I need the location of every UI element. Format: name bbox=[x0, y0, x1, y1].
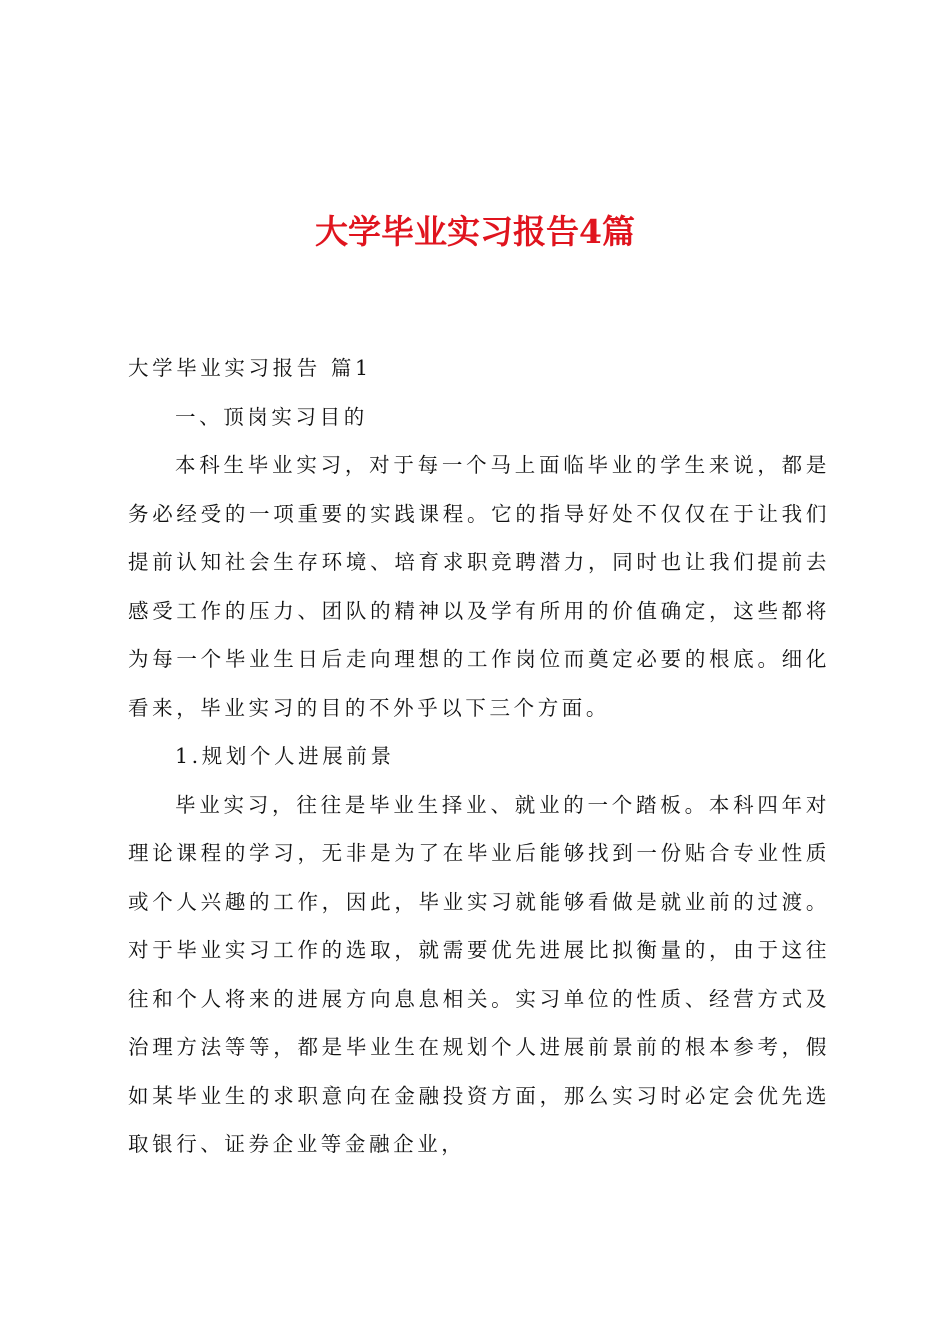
document-title: 大学毕业实习报告4篇 bbox=[315, 212, 635, 251]
paragraph-planning: 毕业实习，往往是毕业生择业、就业的一个踏板。本科四年对理论课程的学习，无非是为了在毕业后能够找到一份贴合专业性质或个人兴趣的工作，因此，毕业实习就能够看做是就业前的过渡。对于毕业实习工作的选取，就需要优先进展比拟衡量的，由于这往往和个人将来的进展方向息息相关。实习单位的性质、经营方式及治理方法等等，都是毕业生在规划个人进展前景前的根本参考，假如某毕业生的求职意向在金融投资方面，那么实习时必定会优先选取银行、证券企业等金融企业， bbox=[128, 792, 830, 1156]
heading-planning: 1.规划个人进展前景 bbox=[175, 744, 395, 768]
document-body bbox=[128, 344, 830, 1169]
paragraph-purpose: 本科生毕业实习，对于每一个马上面临毕业的学生来说，都是务必经受的一项重要的实践课程。它的指导好处不仅仅在于让我们提前认知社会生存环境、培育求职竞聘潜力，同时也让我们提前去感受工作的压力、团队的精神以及学有所用的价值确定，这些都将为每一个毕业生日后走向理想的工作岗位而奠定必要的根底。细化看来，毕业实习的目的不外乎以下三个方面。 bbox=[128, 453, 830, 720]
heading-purpose: 一、顶岗实习目的 bbox=[175, 404, 368, 429]
section-title: 大学毕业实习报告 篇1 bbox=[128, 356, 372, 380]
